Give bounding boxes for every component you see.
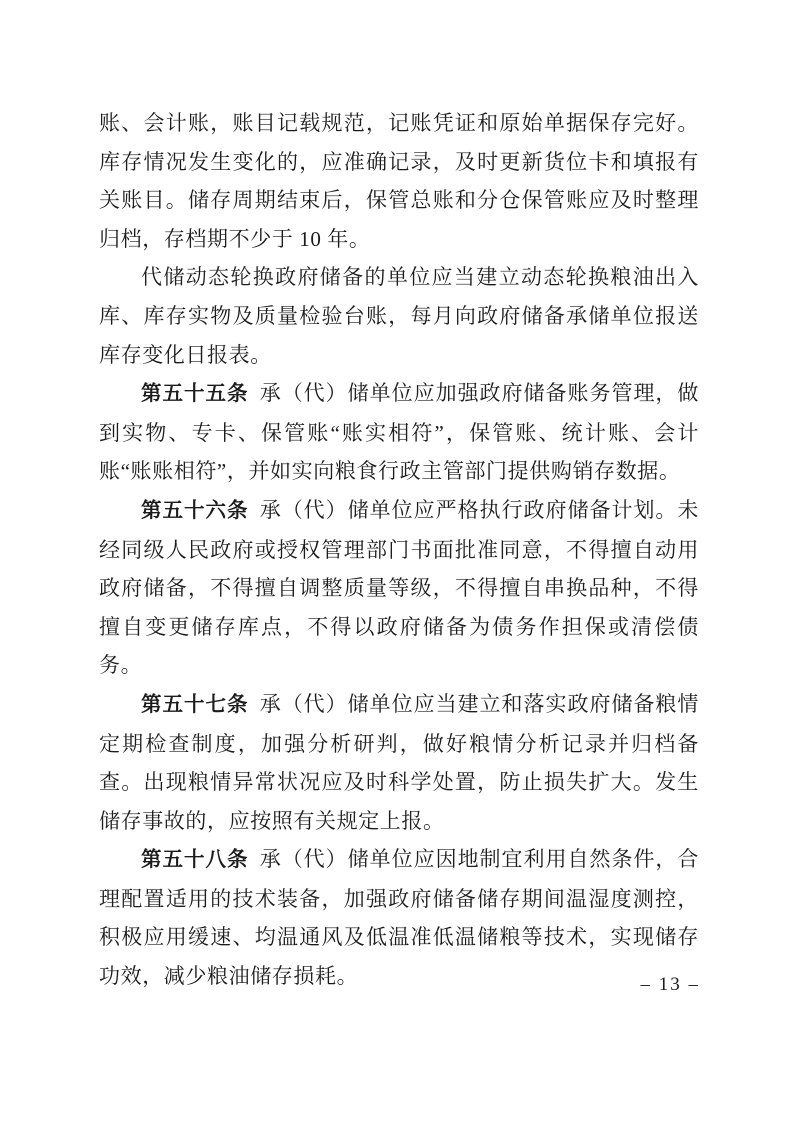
page-number: – 13 – (640, 974, 700, 995)
paragraph (99, 840, 699, 995)
paragraph-text: 承（代）储单位应因地制宜利用自然条件，合理配置适用的技术装备，加强政府储备储存期间温湿度测控，积极应用缓速、均温通风及低温准低温储粮等技术，实现储存功效，减少粮油储存损耗。 (99, 847, 700, 989)
paragraph-text: 代储动态轮换政府储备的单位应当建立动态轮换粮油出入库、库存实物及质量检验台账，每月向政府储备承储单位报送库存变化日报表。 (99, 265, 699, 367)
article-number: 第五十七条 (141, 692, 249, 716)
paragraph (99, 685, 699, 840)
article-number: 第五十八条 (141, 848, 249, 872)
paragraph (99, 491, 699, 685)
paragraph-text: 承（代）储单位应严格执行政府储备计划。未经同级人民政府或授权管理部门书面批准同意，不得擅自动用政府储备，不得擅自调整质量等级，不得擅自串换品种，不得擅自变更储存库点，不得以政府储备为债务作担保或清偿债务。 (99, 497, 700, 678)
article-number: 第五十六条 (141, 498, 249, 522)
article-number: 第五十五条 (141, 382, 249, 406)
paragraph-text: 承（代）储单位应当建立和落实政府储备粮情定期检查制度，加强分析研判，做好粮情分析记录并归档备查。出现粮情异常状况应及时科学处置，防止损失扩大。发生储存事故的，应按照有关规定上报。 (99, 691, 700, 833)
paragraph-text: 承（代）储单位应加强政府储备账务管理，做到实物、专卡、保管账“账实相符”，保管账、统计账、会计账“账账相符”，并如实向粮食行政主管部门提供购销存数据。 (99, 381, 700, 484)
paragraph (99, 104, 699, 258)
document-body (99, 104, 699, 996)
paragraph (99, 374, 699, 491)
paragraph-text: 账、会计账，账目记载规范，记账凭证和原始单据保存完好。库存情况发生变化的，应准确记录，及时更新货位卡和填报有关账目。储存周期结束后，保管总账和分仓保管账应及时整理归档，存档期不少于 10 年。 (99, 111, 699, 251)
paragraph (99, 258, 699, 374)
